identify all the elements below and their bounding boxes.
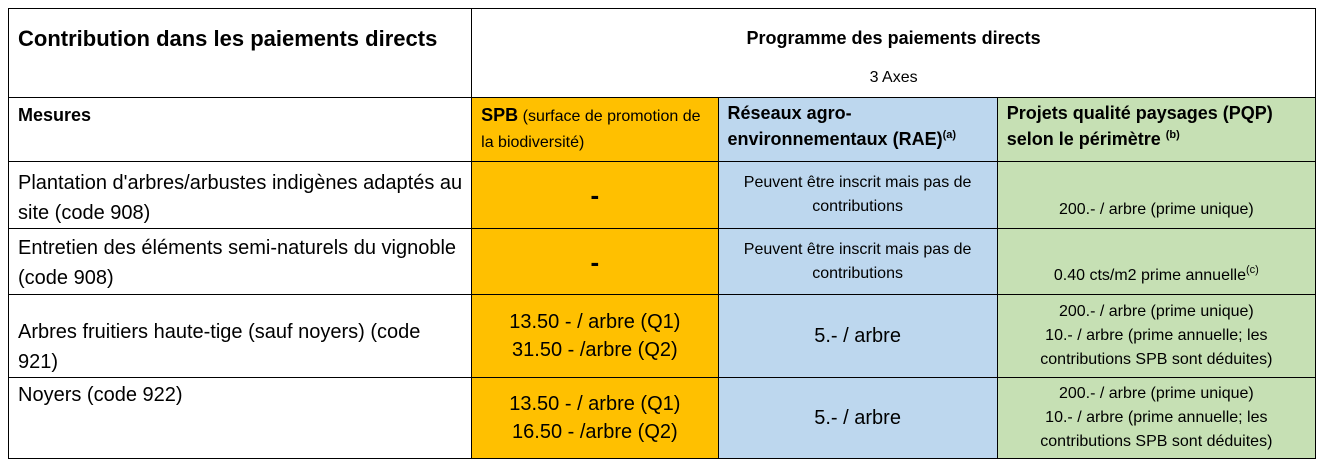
column-header-pqp <box>997 98 1315 162</box>
spb-cell <box>472 378 718 459</box>
pqp-unique: 200.- / arbre (prime unique) <box>1058 303 1254 320</box>
pqp-value-footnote: (c) <box>1245 264 1259 276</box>
spb-cell <box>472 295 718 378</box>
spb-q2: 16.50 - /arbre (Q2) <box>512 421 678 443</box>
spb-q2: 31.50 - /arbre (Q2) <box>512 339 678 361</box>
pqp-value: 0.40 cts/m2 prime annuelle <box>1053 267 1246 284</box>
pqp-annuelle: 10.- / arbre (prime annuelle; les contributions SPB sont déduites) <box>1040 327 1273 368</box>
spb-description: (surface de promotion de la biodiversité) <box>481 108 701 151</box>
spb-abbrev: SPB <box>481 105 519 125</box>
pqp-label: Projets qualité paysages (PQP) selon le périmètre <box>1006 103 1273 149</box>
programme-header <box>472 9 1316 98</box>
rae-cell: Peuvent être inscrit mais pas de contributions <box>718 162 997 229</box>
rae-cell: 5.- / arbre <box>718 295 997 378</box>
pqp-cell <box>997 295 1315 378</box>
pqp-footnote: (b) <box>1165 129 1180 141</box>
axes-label: 3 Axes <box>869 69 918 86</box>
spb-cell: - <box>472 162 718 229</box>
column-header-spb <box>472 98 718 162</box>
spb-q1: 13.50 - / arbre (Q1) <box>509 393 681 415</box>
pqp-cell: 200.- / arbre (prime unique) <box>997 162 1315 229</box>
column-header-rae <box>718 98 997 162</box>
pqp-cell <box>997 378 1315 459</box>
rae-footnote: (a) <box>942 129 957 141</box>
pqp-annuelle: 10.- / arbre (prime annuelle; les contributions SPB sont déduites) <box>1040 409 1273 450</box>
spb-cell: - <box>472 229 718 295</box>
table-title: Contribution dans les paiements directs <box>9 9 472 98</box>
rae-cell: 5.- / arbre <box>718 378 997 459</box>
mesure-cell: Arbres fruitiers haute-tige (sauf noyers) (code 921) <box>9 295 472 378</box>
column-header-mesures: Mesures <box>9 98 472 162</box>
mesure-cell: Noyers (code 922) <box>9 378 472 459</box>
pqp-unique: 200.- / arbre (prime unique) <box>1058 385 1254 402</box>
mesure-cell: Entretien des éléments semi-naturels du vignoble (code 908) <box>9 229 472 295</box>
rae-cell: Peuvent être inscrit mais pas de contributions <box>718 229 997 295</box>
mesure-cell: Plantation d'arbres/arbustes indigènes adaptés au site (code 908) <box>9 162 472 229</box>
programme-title: Programme des paiements directs <box>746 28 1041 48</box>
contribution-table <box>8 8 1316 459</box>
rae-label: Réseaux agro-environnementaux (RAE) <box>727 103 943 149</box>
pqp-cell <box>997 229 1315 295</box>
spb-q1: 13.50 - / arbre (Q1) <box>509 311 681 333</box>
